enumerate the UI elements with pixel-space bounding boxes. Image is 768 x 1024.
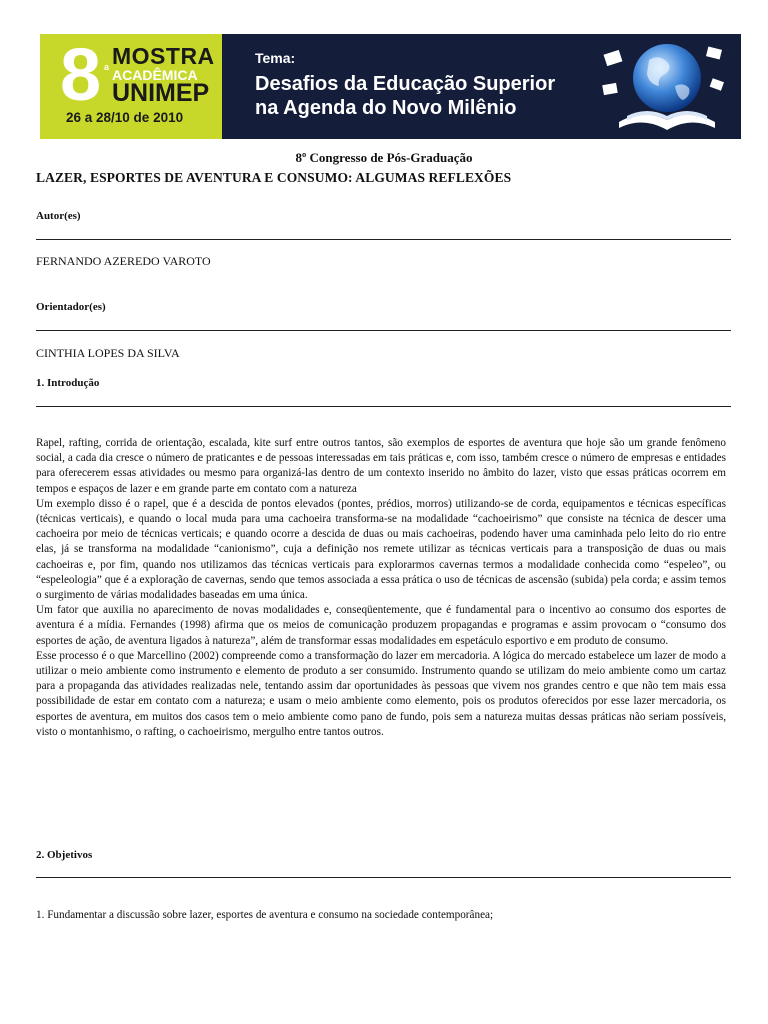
divider (36, 239, 731, 240)
divider (36, 877, 731, 878)
authors-label: Autor(es) (36, 210, 81, 222)
banner-theme-panel (222, 34, 741, 139)
advisors-label: Orientador(es) (36, 301, 106, 313)
paragraph: Esse processo é o que Marcellino (2002) compreende como a transformação do lazer em mercadoria. A lógica do mercado estabelece um lazer de modo a utilizar o meio ambiente como instrumento e elemento de produto a ser consumido. Instrumento quando se utilizam do meio ambiente como um cartaz para a propaganda das atividades realizadas nele, tentando assim dar oportunidades às pessoas que vivem nos grandes centro e que não tem mais essa possibilidade de estar em contato com a natureza; e usam o meio ambiente como elemento, pois os produtos oferecidos por esse lazer mercadoria, os esportes de aventura, em muitos dos casos tem o meio ambiente como pano de fundo, pois sem a natureza muitas dessas práticas não seriam possíveis, visto o montanhismo, o rafting, o cachoeirismo, mergulho entre tantos outros. (36, 649, 726, 738)
authors-value: FERNANDO AZEREDO VAROTO (36, 254, 211, 268)
banner-slogan (255, 72, 555, 120)
banner-slogan-line1: Desafios da Educação Superior (255, 73, 556, 95)
banner-unimep: UNIMEP (112, 79, 210, 107)
paragraph: Um exemplo disso é o rapel, que é a descida de pontos elevados (pontes, prédios, morros) utilizando-se de corda, equipamentos e técnicas específicas (técnicas verticais), e quando o local muda para uma cachoeira transforma-se na modalidade “cachoeirismo” que consiste na técnica de descer uma cachoeira por meio de técnicas verticais; e quando ocorre a descida de duas ou mais cachoeiras, podendo haver uma caminhada pelo leito do rio entre elas, já se transforma na modalidade “canionismo”, cuja a definição nos remete utilizar as técnicas verticais para a transposição de duas ou mais cachoeiras e, por fim, quando nos utilizamos das técnicas verticais para explorarmos cavernas termos a modalidade conhecida como “espeleo”, ou “espeleologia” que é a exploração de cavernas, sendo que temos associada a essa prática o uso de técnicas de ascensão (subida) pela corda; e assim temos o surgimento de várias modalidades baseadas em uma única. (36, 497, 726, 602)
objective-item: 1. Fundamentar a discussão sobre lazer, esportes de aventura e consumo na sociedade contemporânea; (36, 909, 494, 921)
event-banner (40, 34, 741, 139)
document-title: LAZER, ESPORTES DE AVENTURA E CONSUMO: ALGUMAS REFLEXÕES (36, 170, 512, 185)
advisors-value: CINTHIA LOPES DA SILVA (36, 346, 180, 360)
section-introduction-heading: 1. Introdução (36, 377, 100, 389)
banner-academica: ACADÊMICA (112, 67, 198, 83)
banner-slogan-line2: na Agenda do Novo Milênio (255, 97, 517, 119)
congress-heading: 8º Congresso de Pós-Graduação (295, 150, 473, 165)
banner-dates: 26 a 28/10 de 2010 (66, 110, 184, 125)
paragraph: Um fator que auxilia no aparecimento de novas modalidades e, conseqüentemente, que é fundamental para o incentivo ao consumo dos esportes de aventura é a mídia. Fernandes (1998) afirma que os meios de comunicação produzem propagandas e programas e assim provocam o “consumo dos esportes de ação, de aventura ligados à natureza”, além de transformar essas modalidades em espetáculo esportivo e em produto de consumo. (36, 604, 726, 647)
banner-tema-label: Tema: (255, 50, 296, 66)
divider (36, 406, 731, 407)
banner-ordinal: a (104, 62, 110, 72)
banner-logo-panel (40, 34, 222, 139)
paragraph: Rapel, rafting, corrida de orientação, escalada, kite surf entre outros tantos, são exemplos de esportes de aventura que hoje são um grande fenômeno social, a cada dia cresce o número de praticantes e de pessoas interessadas em tais práticas e, com isso, também cresce o número de empresas e entidades para oferecerem essas atividades ou mesmo para organizá-las dentro de um contexto inserido no âmbito do lazer, visto que essas práticas ocorrem em tempos e espaços de lazer e em grande parte em contato com a natureza (36, 437, 726, 495)
section-objectives-heading: 2. Objetivos (36, 849, 93, 861)
divider (36, 330, 731, 331)
banner-mostra: MOSTRA (112, 43, 215, 69)
banner-number: 8 (60, 34, 102, 116)
introduction-body (36, 436, 726, 740)
globe-books-icon (599, 38, 729, 136)
